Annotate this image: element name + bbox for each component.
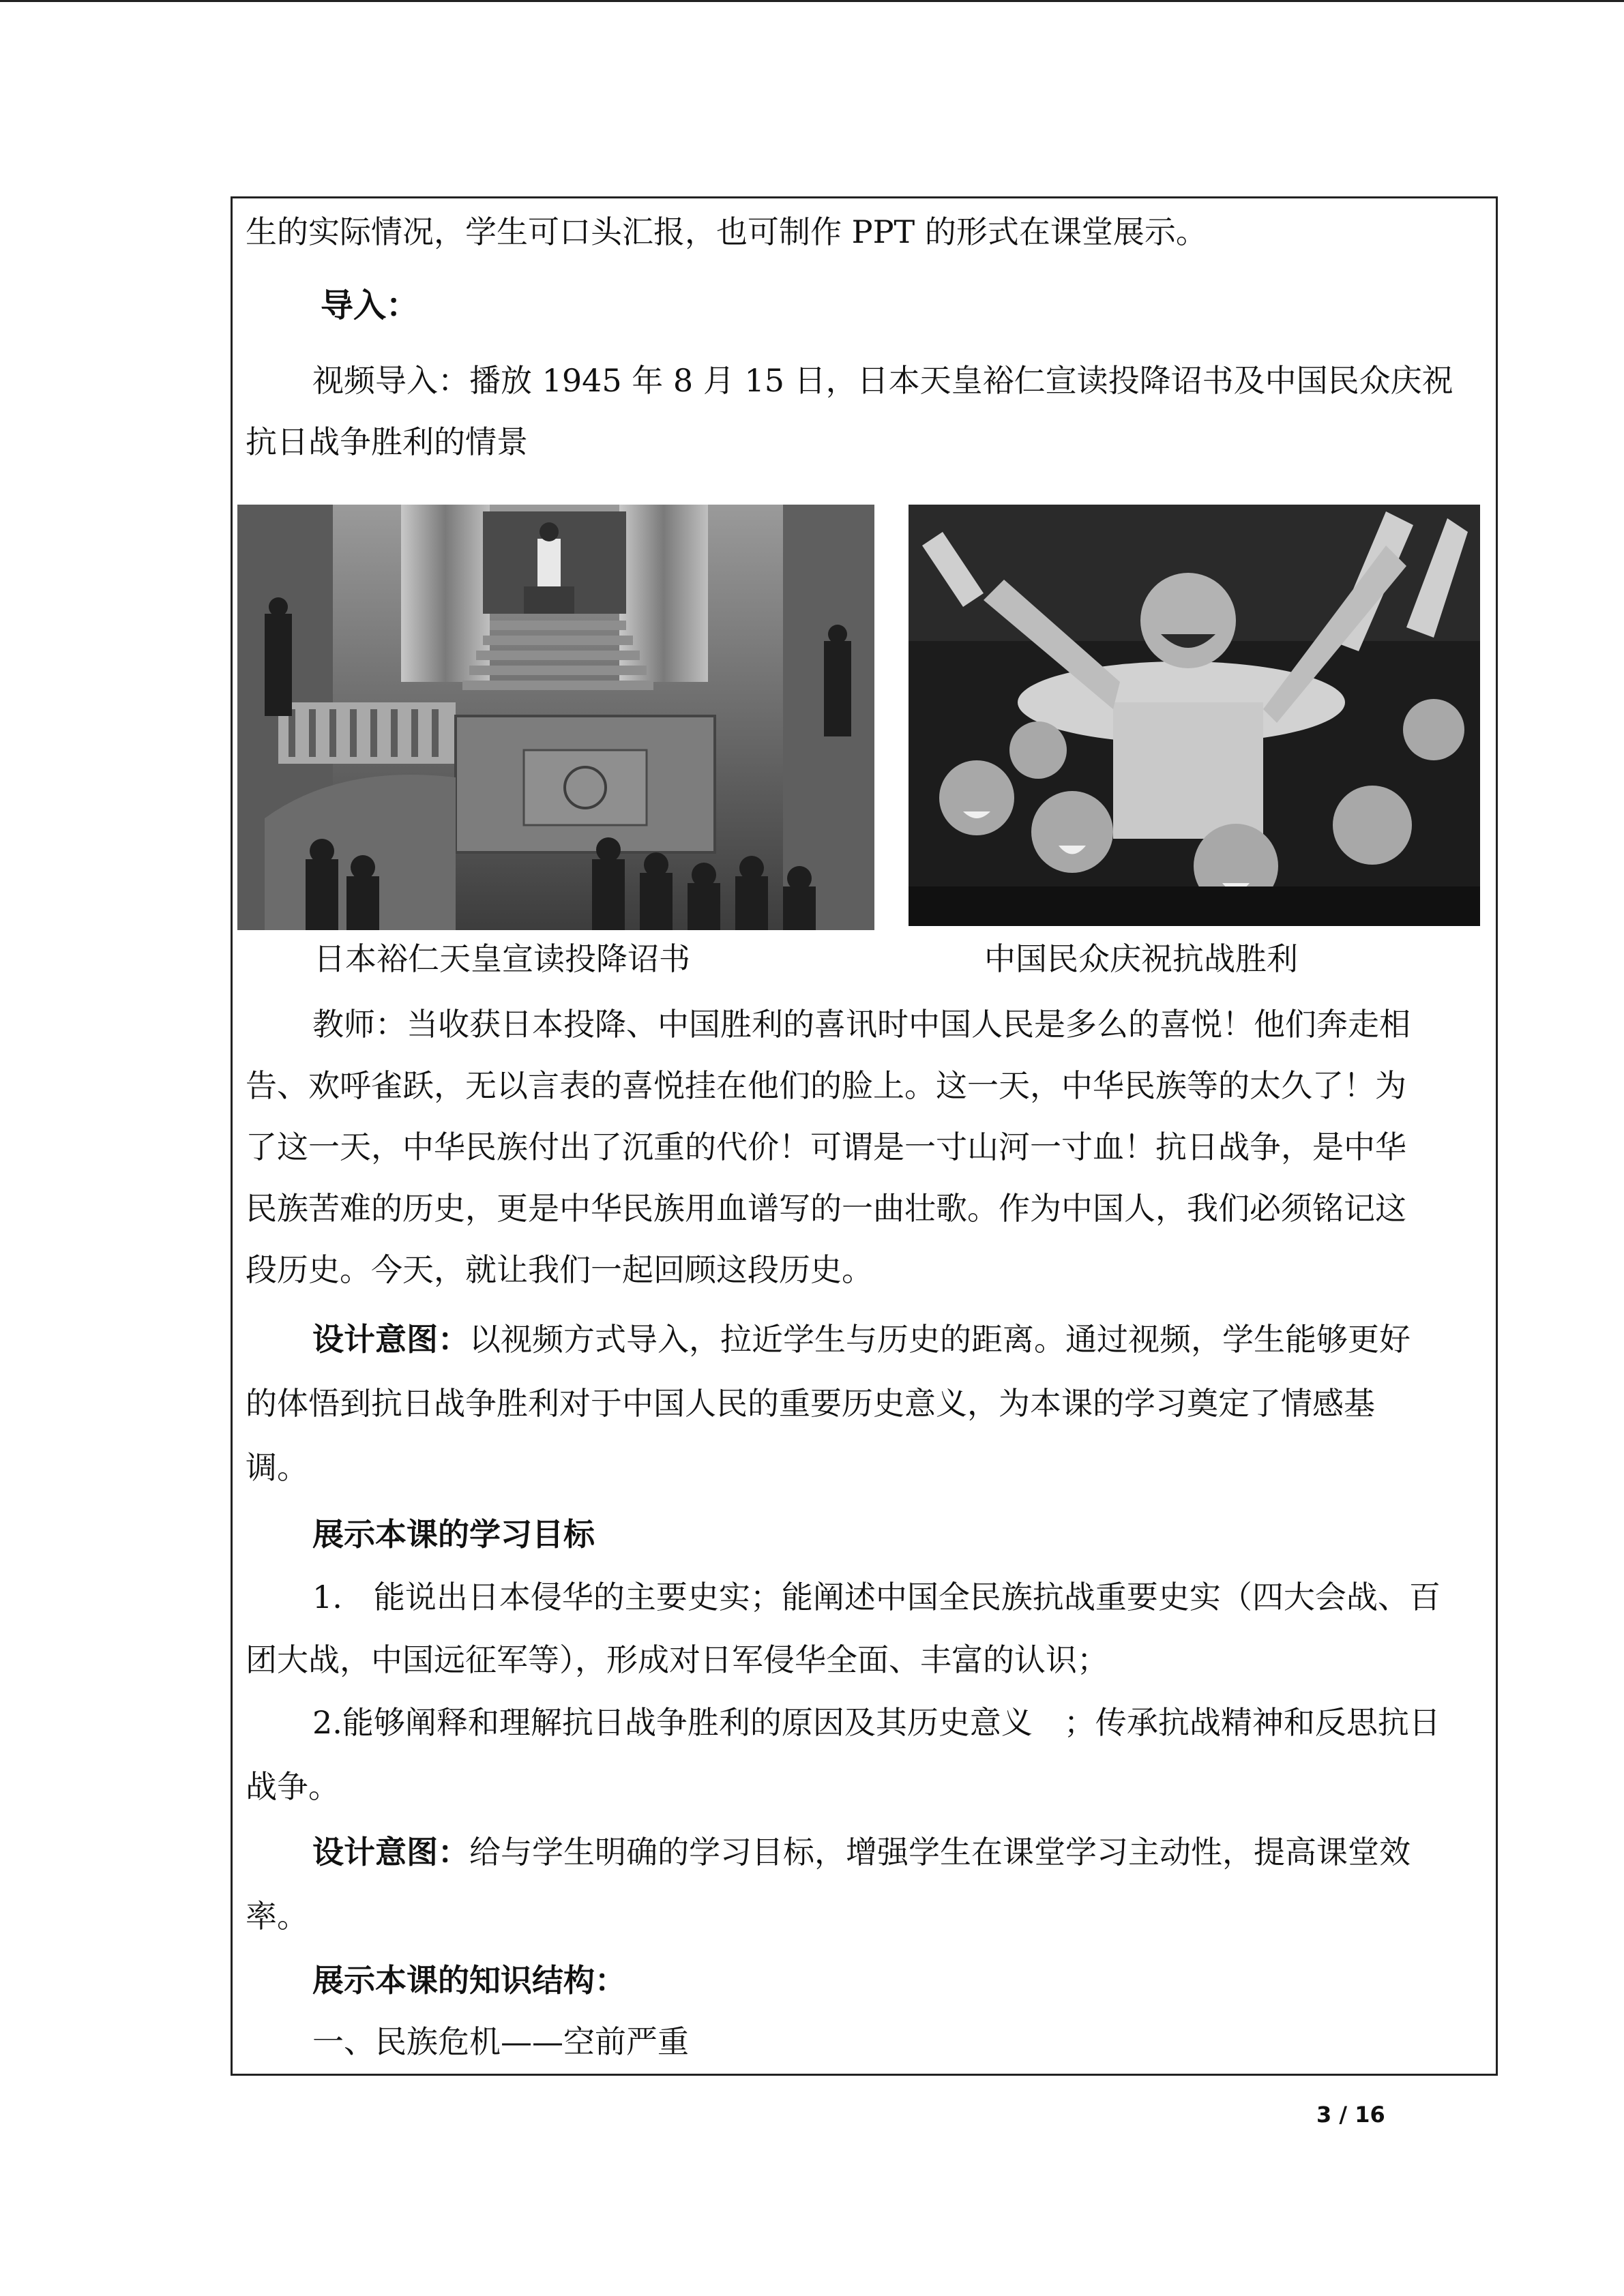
paragraph-video-intro: 视频导入：播放 1945 年 8 月 15 日，日本天皇裕仁宣读投降诏书及中国民众庆祝 bbox=[312, 362, 1453, 399]
design-intent-2-label: 设计意图： bbox=[312, 1834, 469, 1870]
photo-emperor-surrender-image bbox=[237, 505, 874, 930]
design-intent-1-line-3: 调。 bbox=[246, 1449, 308, 1486]
design-intent-2-line-1 bbox=[312, 1833, 1411, 1871]
design-intent-2-line-2: 率。 bbox=[246, 1898, 308, 1935]
goal-2-line-2: 战争。 bbox=[246, 1768, 340, 1805]
design-intent-2-text: 给与学生明确的学习目标，增强学生在课堂学习主动性，提高课堂效 bbox=[469, 1834, 1411, 1870]
design-intent-1-text: 以视频方式导入，拉近学生与历史的距离。通过视频，学生能够更好 bbox=[469, 1321, 1411, 1358]
teacher-line-5: 段历史。今天，就让我们一起回顾这段历史。 bbox=[246, 1251, 873, 1288]
page-number: 3 / 16 bbox=[1316, 2102, 1385, 2128]
teacher-line-3: 了这一天，中华民族付出了沉重的代价！可谓是一寸山河一寸血！抗日战争，是中华 bbox=[246, 1129, 1406, 1165]
teacher-line-2: 告、欢呼雀跃，无以言表的喜悦挂在他们的脸上。这一天，中华民族等的太久了！为 bbox=[246, 1067, 1406, 1104]
teacher-line-4: 民族苦难的历史，更是中华民族用血谱写的一曲壮歌。作为中国人，我们必须铭记这 bbox=[246, 1190, 1406, 1227]
page-top-border bbox=[0, 0, 1624, 2]
photo-crowd-celebration bbox=[909, 505, 1480, 926]
photo-crowd-celebration-image bbox=[909, 505, 1480, 926]
knowledge-structure-heading: 展示本课的知识结构： bbox=[312, 1962, 626, 1999]
goal-1-line-2: 团大战，中国远征军等），形成对日军侵华全面、丰富的认识； bbox=[246, 1641, 1108, 1678]
knowledge-structure-item-1: 一、民族危机——空前严重 bbox=[312, 2023, 689, 2060]
paragraph-video-intro-cont: 抗日战争胜利的情景 bbox=[246, 423, 528, 460]
learning-goals-heading: 展示本课的学习目标 bbox=[312, 1516, 595, 1553]
goal-1-line-1: 1. 能说出日本侵华的主要史实；能阐述中国全民族抗战重要史实（四大会战、百 bbox=[312, 1579, 1441, 1615]
section-heading-daoru: 导入： bbox=[321, 286, 419, 325]
goal-2-line-1: 2.能够阐释和理解抗日战争胜利的原因及其历史意义 ；传承抗战精神和反思抗日 bbox=[312, 1704, 1441, 1741]
caption-right-photo: 中国民众庆祝抗战胜利 bbox=[984, 940, 1298, 977]
photo-emperor-surrender bbox=[237, 505, 874, 930]
caption-left-photo: 日本裕仁天皇宣读投降诏书 bbox=[314, 940, 690, 977]
teacher-line-1: 教师：当收获日本投降、中国胜利的喜讯时中国人民是多么的喜悦！他们奔走相 bbox=[312, 1006, 1411, 1043]
paragraph-intro-continuation: 生的实际情况，学生可口头汇报，也可制作 PPT 的形式在课堂展示。 bbox=[246, 213, 1207, 250]
design-intent-label: 设计意图： bbox=[312, 1321, 469, 1358]
design-intent-1-line-2: 的体悟到抗日战争胜利对于中国人民的重要历史意义，为本课的学习奠定了情感基 bbox=[246, 1385, 1375, 1422]
design-intent-1-line-1 bbox=[312, 1320, 1411, 1358]
